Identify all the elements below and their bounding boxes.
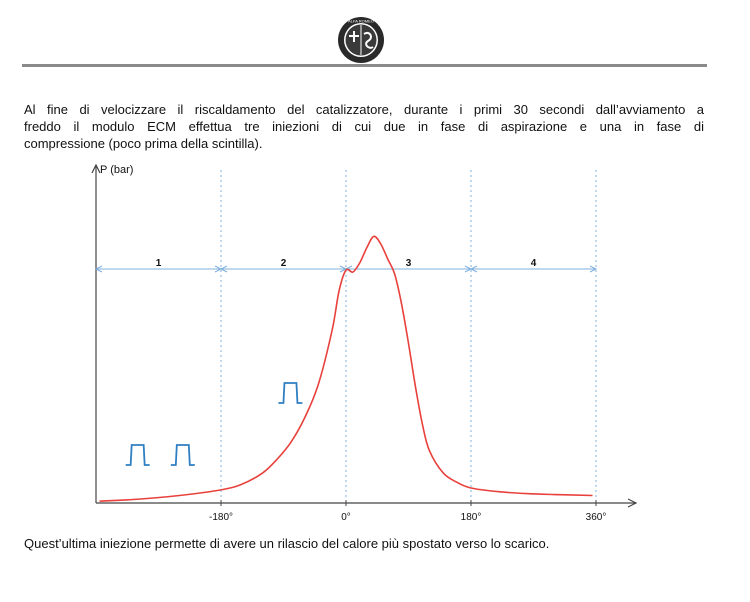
x-tick-label: 0° <box>341 512 351 523</box>
x-tick-label: -180° <box>208 512 234 523</box>
intro-paragraph <box>24 101 704 152</box>
x-tick-label: 360° <box>585 512 607 523</box>
phase-label: 3 <box>405 258 412 269</box>
footer-note: Quest’ultima iniezione permette di avere un rilascio del calore più spostato verso lo scarico. <box>24 536 550 551</box>
x-tick-label: 180° <box>460 512 482 523</box>
injection-pulse-icon <box>126 445 150 465</box>
header-divider <box>22 64 707 67</box>
pressure-chart <box>70 155 650 525</box>
phase-label: 2 <box>280 258 287 269</box>
logo-lettering: ALFA ROMEO <box>348 18 374 24</box>
phase-label: 1 <box>155 258 162 269</box>
phase-label: 4 <box>530 258 537 269</box>
y-axis-label: P (bar) <box>100 164 134 176</box>
injection-pulse-icon <box>278 383 302 403</box>
alfa-romeo-logo-icon <box>337 16 385 64</box>
injection-pulse-icon <box>171 445 195 465</box>
intro-line: compressione (poco prima della scintilla). <box>24 136 263 151</box>
intro-line: freddo il modulo ECM effettua tre iniezioni di cui due in fase di aspirazione e una in fase di <box>24 119 704 134</box>
intro-line: Al fine di velocizzare il riscaldamento del catalizzatore, durante i primi 30 secondi dall’avviamento a <box>24 102 704 117</box>
